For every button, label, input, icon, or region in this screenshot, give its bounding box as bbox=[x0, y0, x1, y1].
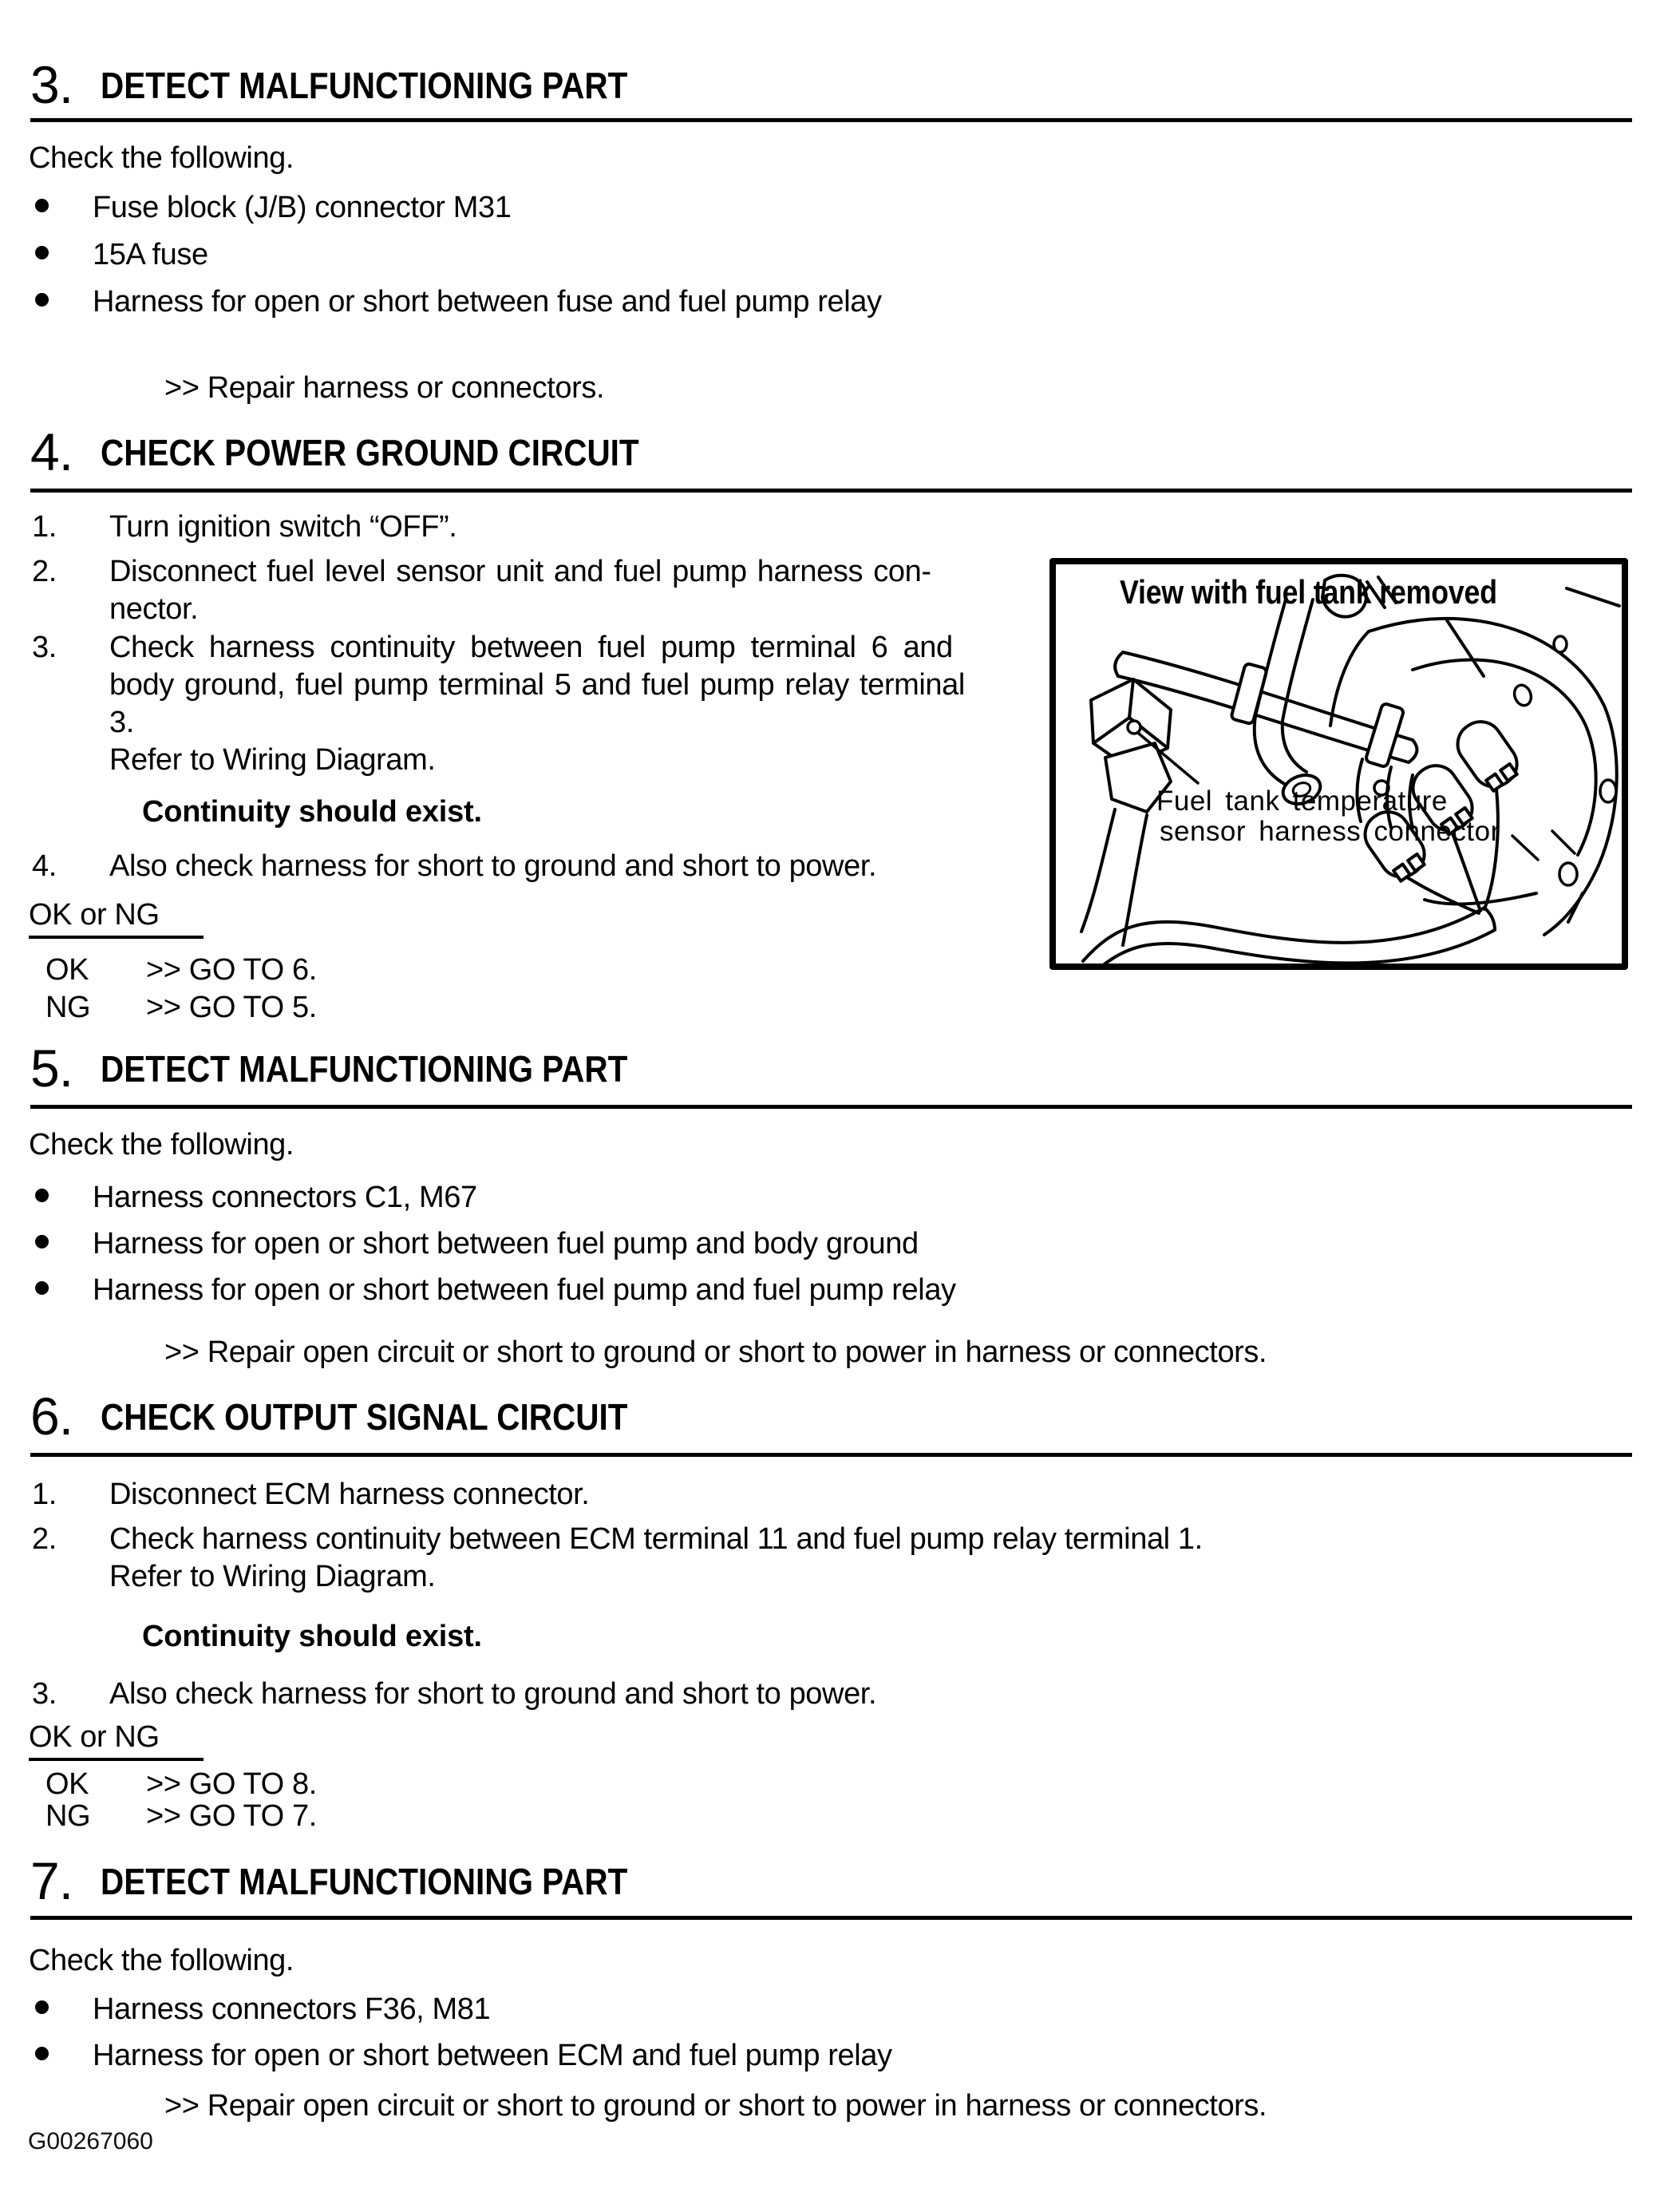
step-number: 2. bbox=[32, 1522, 57, 1556]
step-text bbox=[109, 1521, 1626, 1596]
section-3-action: >> Repair harness or connectors. bbox=[164, 371, 605, 405]
result-action: >> GO TO 6. bbox=[146, 953, 317, 987]
step-number: 3. bbox=[32, 1677, 57, 1711]
step-text-line: Check harness continuity between fuel pump terminal 6 and bbox=[109, 631, 953, 664]
section-7-action: >> Repair open circuit or short to ground or short to power in harness or connectors. bbox=[164, 2089, 1267, 2123]
fuel-tank-diagram-art bbox=[1049, 558, 1628, 970]
section-7-divider bbox=[30, 1916, 1632, 1920]
section-3-title: DETECT MALFUNCTIONING PART bbox=[101, 65, 628, 106]
section-4-number: 4. bbox=[30, 422, 73, 481]
result-row-ok bbox=[0, 952, 638, 990]
section-6-number: 6. bbox=[30, 1387, 73, 1446]
list-item-text: Harness connectors F36, M81 bbox=[93, 1992, 491, 2026]
step-text-line: 3. bbox=[109, 706, 134, 739]
list-item-text: Fuse block (J/B) connector M31 bbox=[93, 191, 512, 224]
section-5-intro: Check the following. bbox=[29, 1128, 294, 1161]
step-text-line: Refer to Wiring Diagram. bbox=[109, 743, 436, 777]
list-item bbox=[0, 284, 1664, 321]
list-item-text: Harness for open or short between ECM and fuel pump relay bbox=[93, 2039, 892, 2072]
section-5-title: DETECT MALFUNCTIONING PART bbox=[101, 1048, 628, 1090]
fuel-tank-illustration bbox=[1049, 558, 1628, 970]
result-row-ng bbox=[0, 989, 638, 1027]
result-action: >> GO TO 5. bbox=[146, 991, 317, 1024]
section-4-title: CHECK POWER GROUND CIRCUIT bbox=[101, 432, 639, 473]
figure-callout-line2: sensor harness connector bbox=[1160, 816, 1500, 847]
list-item bbox=[0, 1226, 1664, 1263]
step-text: Disconnect ECM harness connector. bbox=[109, 1478, 590, 1511]
step-number: 3. bbox=[32, 631, 57, 664]
section-7-intro: Check the following. bbox=[29, 1944, 294, 1977]
step-number: 2. bbox=[32, 555, 57, 588]
list-item-text: Harness for open or short between fuel pump and body ground bbox=[93, 1227, 919, 1260]
list-item bbox=[0, 1992, 1664, 2028]
spec-requirement: Continuity should exist. bbox=[142, 1620, 482, 1653]
step-text: Also check harness for short to ground and short to power. bbox=[109, 1677, 877, 1711]
section-3-number: 3. bbox=[30, 55, 73, 114]
result-status: NG bbox=[45, 1799, 91, 1833]
bullet-icon bbox=[35, 199, 49, 212]
list-item bbox=[0, 1180, 1664, 1217]
step-text-line: Refer to Wiring Diagram. bbox=[109, 1560, 436, 1593]
result-row-ng bbox=[0, 1798, 638, 1836]
list-item bbox=[0, 1272, 1664, 1309]
list-item bbox=[0, 2038, 1664, 2075]
section-3-divider bbox=[30, 118, 1632, 122]
section-5-action: >> Repair open circuit or short to ground or short to power in harness or connectors. bbox=[164, 1336, 1267, 1369]
step-text-line: body ground, fuel pump terminal 5 and fuel pump relay terminal bbox=[109, 668, 965, 702]
result-status: NG bbox=[45, 991, 91, 1024]
list-item bbox=[0, 190, 1664, 227]
result-action: >> GO TO 7. bbox=[146, 1799, 317, 1833]
section-4-divider bbox=[30, 489, 1632, 493]
bullet-icon bbox=[35, 293, 49, 307]
bullet-icon bbox=[35, 1189, 49, 1202]
bullet-icon bbox=[35, 1235, 49, 1248]
step-text-line: nector. bbox=[109, 592, 199, 626]
list-item-text: Harness connectors C1, M67 bbox=[93, 1181, 477, 1214]
list-item-text: Harness for open or short between fuse and fuel pump relay bbox=[93, 285, 882, 319]
step-text-line: Disconnect fuel level sensor unit and fuel pump harness con- bbox=[109, 555, 931, 588]
list-item-text: 15A fuse bbox=[93, 238, 208, 271]
step-number: 1. bbox=[32, 510, 57, 544]
section-6-divider bbox=[30, 1453, 1632, 1457]
bullet-icon bbox=[35, 2000, 49, 2014]
section-5-divider bbox=[30, 1105, 1632, 1109]
list-item bbox=[0, 237, 1664, 274]
step-text bbox=[109, 553, 1051, 628]
bullet-icon bbox=[35, 2047, 49, 2060]
section-6-title: CHECK OUTPUT SIGNAL CIRCUIT bbox=[101, 1396, 628, 1438]
figure-callout-line1: Fuel tank temperature bbox=[1156, 785, 1448, 817]
ok-ng-label: OK or NG bbox=[29, 897, 204, 939]
bullet-icon bbox=[35, 246, 49, 259]
list-item-text: Harness for open or short between fuel pump and fuel pump relay bbox=[93, 1273, 956, 1307]
ok-ng-label: OK or NG bbox=[29, 1719, 204, 1761]
result-action: >> GO TO 8. bbox=[146, 1767, 317, 1801]
result-status: OK bbox=[45, 953, 89, 987]
result-status: OK bbox=[45, 1767, 89, 1801]
step-text-line: Check harness continuity between ECM terminal 11 and fuel pump relay terminal 1. bbox=[109, 1522, 1203, 1556]
section-7-number: 7. bbox=[30, 1851, 73, 1910]
spec-requirement: Continuity should exist. bbox=[142, 795, 482, 829]
step-text bbox=[109, 629, 1051, 779]
section-7-title: DETECT MALFUNCTIONING PART bbox=[101, 1861, 628, 1902]
figure-reference-code: G00267060 bbox=[28, 2128, 153, 2155]
figure-title: View with fuel tank removed bbox=[1120, 573, 1497, 611]
section-3-intro: Check the following. bbox=[29, 141, 294, 175]
section-5-number: 5. bbox=[30, 1039, 73, 1098]
step-text: Also check harness for short to ground and short to power. bbox=[109, 849, 877, 883]
step-number: 1. bbox=[32, 1478, 57, 1511]
step-number: 4. bbox=[32, 849, 57, 883]
bullet-icon bbox=[35, 1281, 49, 1295]
step-text: Turn ignition switch “OFF”. bbox=[109, 510, 457, 544]
